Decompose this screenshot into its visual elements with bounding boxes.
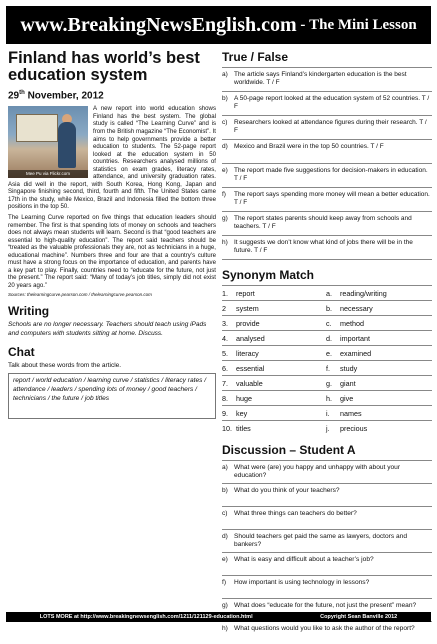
blackboard-shape bbox=[16, 114, 58, 142]
synonym-heading: Synonym Match bbox=[222, 268, 315, 282]
discussion-question: g) What does “educate for the future, not just the present” mean? bbox=[222, 598, 432, 621]
tf-divider bbox=[222, 259, 432, 260]
chat-heading: Chat bbox=[8, 345, 35, 360]
synonym-row: 10. titles j. precious bbox=[222, 420, 432, 435]
chat-intro: Talk about these words from the article. bbox=[8, 362, 122, 370]
page-footer bbox=[6, 612, 431, 622]
teacher-body-shape bbox=[58, 122, 76, 168]
site-name[interactable]: www.BreakingNewsEnglish.com bbox=[20, 13, 297, 36]
discussion-question: d) Should teachers get paid the same as lawyers, doctors and bankers? bbox=[222, 529, 432, 552]
discussion-question: a) What were (are) you happy and unhappy with about your education? bbox=[222, 460, 432, 483]
article-paragraph-2: The Learning Curve reported on five things that education leaders should remember. The first is that spending lots of money on schools and teachers does not always mean students will learn. Second is that “good teachers are essential to high-quality education”. The report said teachers should be “treated as the valuable professionals they are, not as technicians in a huge, educational machine”. Numbers three and four are that a country’s culture must have a strong focus on the importance of education, and parents have a key part to play. Finally, countries need to “educate for the future, not just the present.” The report said: “Many of today’s job titles, simply did not exist 20 years ago.” bbox=[8, 213, 216, 289]
synonym-row: 1. report a. reading/writing bbox=[222, 285, 432, 300]
synonym-row: 2 system b. necessary bbox=[222, 300, 432, 315]
footer-more-link[interactable]: LOTS MORE at http://www.breakingnewsenglish.com/1211/121129-education.html bbox=[39, 614, 253, 620]
discussion-question: c) What three things can teachers do better? bbox=[222, 506, 432, 529]
tf-item: g) The report states parents should keep away from schools and teachers. T / F bbox=[222, 211, 432, 235]
discussion-heading: Discussion – Student A bbox=[222, 443, 356, 457]
article-body bbox=[8, 105, 216, 289]
tf-item: e) The report made five suggestions for decision-makers in education. T / F bbox=[222, 163, 432, 187]
tf-item: d) Mexico and Brazil were in the top 50 countries. T / F bbox=[222, 139, 432, 163]
right-column bbox=[222, 50, 432, 644]
synonym-row: 3. provide c. method bbox=[222, 315, 432, 330]
synonym-row: 6. essential f. study bbox=[222, 360, 432, 375]
writing-heading: Writing bbox=[8, 304, 50, 319]
article-title: Finland has world’s best education system bbox=[8, 49, 200, 84]
synonym-row: 7. valuable g. giant bbox=[222, 375, 432, 390]
classroom-photo bbox=[8, 106, 88, 178]
banner-separator: - bbox=[296, 16, 310, 33]
synonym-row: 4. analysed d. important bbox=[222, 330, 432, 345]
synonym-row: 9. key i. names bbox=[222, 405, 432, 420]
tf-item: h) It suggests we don’t know what kind of jobs there will be in the future. T / F bbox=[222, 235, 432, 259]
synonym-section bbox=[222, 268, 432, 435]
synonym-row: 5. literacy e. examined bbox=[222, 345, 432, 360]
discussion-question: f) How important is using technology in lessons? bbox=[222, 575, 432, 598]
article-date: 29th November, 2012 bbox=[8, 90, 104, 102]
discussion-question: e) What is easy and difficult about a teacher’s job? bbox=[222, 552, 432, 575]
tf-item: c) Researchers looked at attendance figures during their research. T / F bbox=[222, 115, 432, 139]
lesson-type: The Mini Lesson bbox=[309, 16, 417, 33]
chat-word-box: report / world education / learning curve / statistics / literacy rates / attendance / leaders / spending lots of money / good teachers / technicians / the future / job titles bbox=[8, 373, 216, 419]
article-paragraph-1: A new report into world education shows Finland has the best system. The global study is called “The Learning Curve” and is from the British magazine “The Economist”. It aims to help governments provide a better education to students. The 52-page report looked at the education system in 50 countries. Researchers analysed millions of statistics on exam grades, literacy rates, attendance, and university graduation rates. Asia did well in the report, with South Korea, Hong Kong, Japan and Singapore finishing second, third, fourth and fifth. The United States came 17th in the study, while Mexico, Brazil and Indonesia filled the bottom three positions in the top 50. bbox=[8, 105, 216, 211]
true-false-list bbox=[222, 67, 432, 260]
footer-copyright: Copyright Sean Banville 2012 bbox=[320, 614, 398, 620]
left-column bbox=[8, 50, 216, 419]
synonym-row: 8. huge h. give bbox=[222, 390, 432, 405]
tf-item: b) A 50-page report looked at the education system of 52 countries. T / F bbox=[222, 91, 432, 115]
tf-item: f) The report says spending more money will mean a better education. T / F bbox=[222, 187, 432, 211]
article-sources: Sources: thelearningcurve.pearson.com / thelearningcurve.pearson.com bbox=[8, 292, 152, 298]
writing-prompt: Schools are no longer necessary. Teachers should teach using iPads and computers with students sitting at home. Discuss. bbox=[8, 321, 207, 337]
tf-item: a) The article says Finland’s kindergarten education is the best worldwide. T / F bbox=[222, 67, 432, 91]
discussion-question: b) What do you think of your teachers? bbox=[222, 483, 432, 506]
site-banner bbox=[6, 6, 431, 44]
true-false-heading: True / False bbox=[222, 50, 289, 64]
photo-credit: Mee Pu via Flickr.com bbox=[8, 170, 88, 178]
discussion-question: h) What questions would you like to ask the author of the report? bbox=[222, 621, 432, 644]
